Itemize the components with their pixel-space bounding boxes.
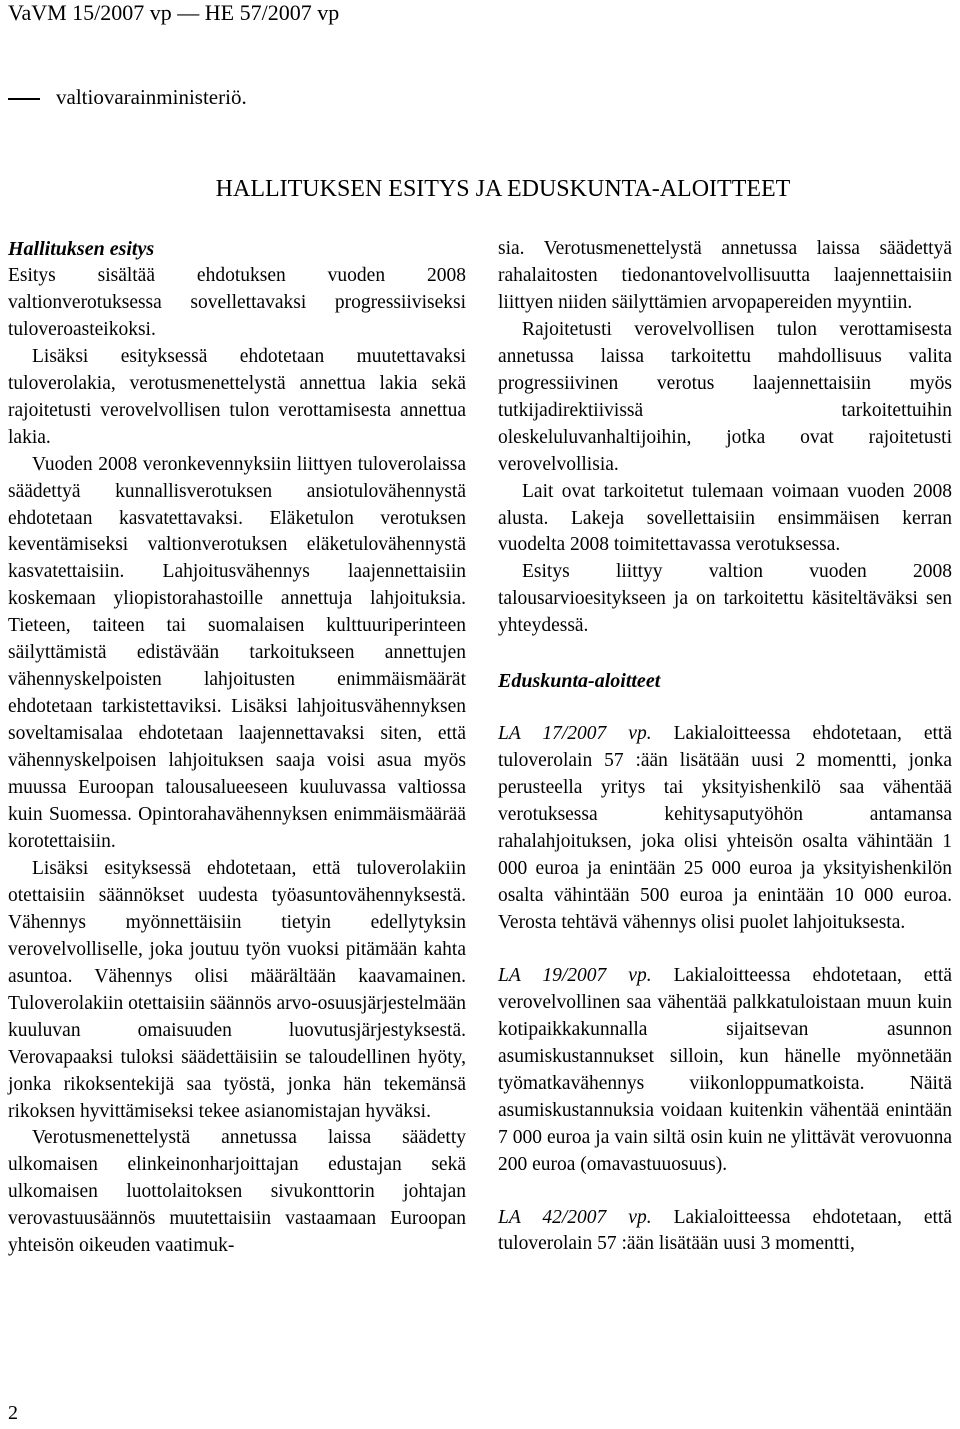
initiative-ref: LA 19/2007 vp.: [498, 964, 652, 986]
initiative-la-17: [498, 721, 952, 937]
ministry-line: [8, 84, 247, 110]
initiative-la-19: [498, 963, 952, 1179]
paragraph: Lisäksi esityksessä ehdotetaan muutettavaksi tuloverolakia, verotusmenettelystä annettua lakia sekä rajoitetusti verovelvollisen tulon verottamisesta annettua lakia.: [8, 345, 466, 448]
page-number: 2: [8, 1402, 18, 1424]
initiative-ref: LA 42/2007 vp.: [498, 1206, 652, 1228]
heading-hallituksen-esitys: Hallituksen esitys: [8, 238, 155, 260]
dash-mark: [8, 98, 40, 100]
ministry-text: valtiovarainministeriö.: [56, 85, 247, 109]
section-title: HALLITUKSEN ESITYS JA EDUSKUNTA-ALOITTEET: [215, 176, 791, 202]
right-column: [498, 236, 952, 1258]
paragraph: Verotusmenettelystä annetussa laissa säädetty ulkomaisen elinkeinonharjoittajan edustajan sekä ulkomaisen luottolaitoksen sivukonttorin johtajan verovastuusäännös muutettaisiin vastaamaan Euroopan yhteisön oikeuden vaatimuk-: [8, 1127, 466, 1257]
paragraph: Esitys liittyy valtion vuoden 2008 talousarvioesitykseen ja on tarkoitettu käsiteltäväksi sen yhteydessä.: [498, 561, 952, 637]
paragraph: Esitys sisältää ehdotuksen vuoden 2008 valtionverotuksessa sovellettavaksi progressiiviseksi tuloveroasteikoksi.: [8, 264, 466, 340]
document-header: VaVM 15/2007 vp — HE 57/2007 vp: [8, 0, 340, 25]
initiative-la-42: [498, 1205, 952, 1259]
heading-eduskunta-aloitteet: Eduskunta-aloitteet: [498, 670, 661, 693]
initiative-text: Lakialoitteessa ehdotetaan, että tuloverolain 57 :ään lisätään uusi 2 momentti, jonka perusteella yritys tai yksityishenkilö saa vähentää verotuksessa kehitysaputyöhön antamansa rahalahjoituksen, joka olisi yhteisön osalta vähintään 1 000 euroa ja enintään 25 000 euroa ja yksityishenkilön osalta vähintään 500 euroa ja enintään 10 000 euroa. Verosta tehtävä vähennys olisi puolet lahjoituksesta.: [498, 723, 953, 933]
left-column: [8, 236, 466, 1260]
paragraph: Lisäksi esityksessä ehdotetaan, että tuloverolakiin otettaisiin säännökset uudesta työasuntovähennyksestä. Vähennys myönnettäisiin tietyin edellytyksin verovelvolliselle, joka joutuu työn vuoksi pitämään kahta asuntoa. Vähennys olisi määrältään kaavamainen. Tuloverolakiin otettaisiin säännös arvo-osuusjärjestelmään kuuluvan omaisuuden luovutusjärjestyksestä. Verovapaaksi tuloksi säädettäisiin se taloudellinen hyöty, jonka rikoksentekijä saa työstä, jonka hän tekemänsä rikoksen hyvittämiseksi tekee asianomistajan hyväksi.: [8, 857, 466, 1122]
initiative-text: Lakialoitteessa ehdotetaan, että tuloverolain 57 :ään lisätään uusi 3 momentti,: [498, 1206, 953, 1255]
paragraph: Lait ovat tarkoitetut tulemaan voimaan vuoden 2008 alusta. Lakeja sovellettaisiin ensimmäisen kerran vuodelta 2008 toimitettavassa verotuksessa.: [498, 480, 952, 556]
initiative-text: Lakialoitteessa ehdotetaan, että verovelvollinen saa vähentää palkkatuloistaan muun kuin kotipaikkakunnalla sijaitsevan asunnon asumiskustannukset silloin, kun hänelle myönnetään työmatkavähennys viikonloppumatkoista. Näitä asumiskustannuksia voidaan kuitenkin vähentää enintään 7 000 euroa ja vain siltä osin kuin ne ylittävät verovuonna 200 euroa (omavastuuosuus).: [498, 964, 953, 1175]
paragraph: sia. Verotusmenettelystä annetussa laissa säädettyä rahalaitosten tiedonantovelvollisuutta laajennettaisiin liittyen niiden säilyttämien arvopapereiden myyntiin.: [498, 238, 952, 313]
paragraph: Rajoitetusti verovelvollisen tulon verottamisesta annetussa laissa tarkoitettu mahdollisuus valita progressiivinen verotus laajennettaisiin myös tutkijadirektiivissä tarkoitettuihin oleskeluluvanhaltijoihin, jotka ovat rajoitetusti verovelvollisia.: [498, 318, 952, 475]
paragraph: Vuoden 2008 veronkevennyksiin liittyen tuloverolaissa säädettyä kunnallisverotuksen ansiotulovähennystä ehdotetaan kasvatettavaksi. Eläketulon verotuksen keventämiseksi valtionverotuksen eläketulovähennystä kasvatettaisiin. Lahjoitusvähennys laajennettaisiin koskemaan yliopistorahastoille annettuja lahjoituksia. Tieteen, taiteen tai suomalaisen kulttuuriperinteen säilyttämistä edistävään tarkoitukseen annettujen vähennyskelpoisten lahjoitusten enimmäismäärät ehdotetaan tarkistettaviksi. Lisäksi lahjoitusvähennyksen soveltamisalaa ehdotetaan laajennettavaksi siten, että vähennyskelpoisen lahjoituksen saaja voisi asua myös muussa Euroopan talousalueeseen kuuluvassa valtiossa kuin Suomessa. Opintorahavähennyksen enimmäismäärää korotettaisiin.: [8, 453, 466, 852]
initiative-ref: LA 17/2007 vp.: [498, 723, 652, 745]
